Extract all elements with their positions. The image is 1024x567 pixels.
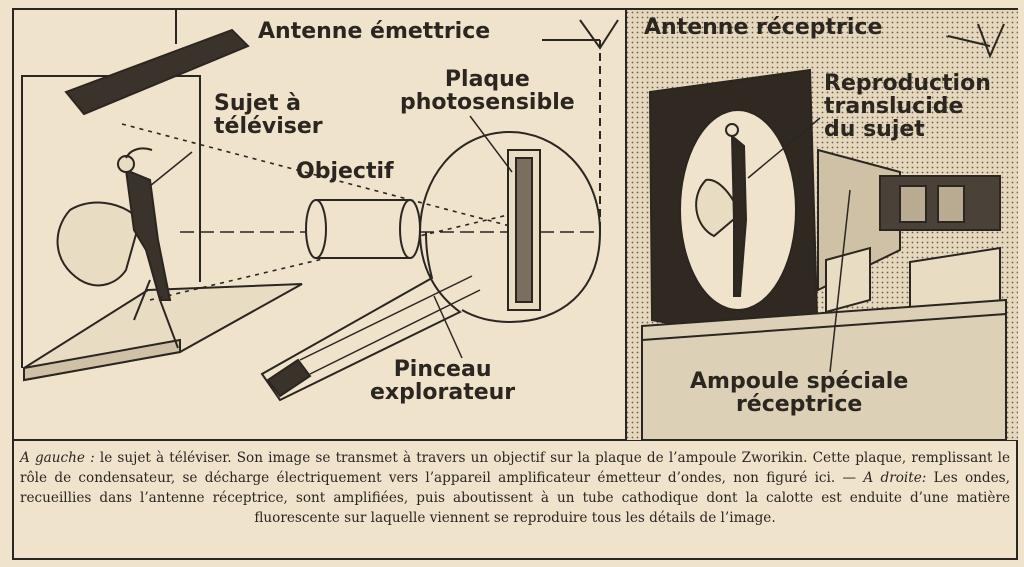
label-objectif: Objectif — [296, 159, 394, 184]
label-antenne-emettrice: Antenne émettrice — [258, 19, 491, 44]
leader-plaque — [470, 116, 512, 172]
caption-gauche-tag: A gauche : — [20, 450, 95, 466]
label-plaque: Plaque photosensible — [400, 67, 575, 115]
label-sujet: Sujet à téléviser — [214, 91, 323, 139]
leader-sujet — [150, 152, 192, 186]
emitting-antenna — [542, 20, 618, 232]
caption-droite-text: Les ondes, recueillies dans l’antenne réceptrice, sont amplifiées, puis aboutissent à un tube cathodique dont la calotte est enduite d’une matière fluorescente sur laquelle viennent se reproduire tous les détails de l’image. — [20, 470, 1010, 526]
label-antenne-receptrice: Antenne réceptrice — [644, 15, 883, 40]
objective-lens — [306, 200, 420, 258]
label-ampoule: Ampoule spéciale réceptrice — [690, 369, 909, 417]
label-pinceau: Pinceau explorateur — [370, 357, 516, 405]
caption-droite-tag: A droite: — [863, 470, 927, 486]
caption — [20, 448, 1010, 552]
label-reproduction: Reproduction translucide du sujet — [824, 71, 991, 142]
caption-gauche-text: le sujet à téléviser. Son image se transmet à travers un objectif sur la plaque de l’ampoule Zworikin. Cette plaque, remplissant le rôle de condensateur, se décharge électriquement vers l’appareil amplificateur émetteur d’ondes, non figuré ici. — — [20, 450, 1010, 486]
